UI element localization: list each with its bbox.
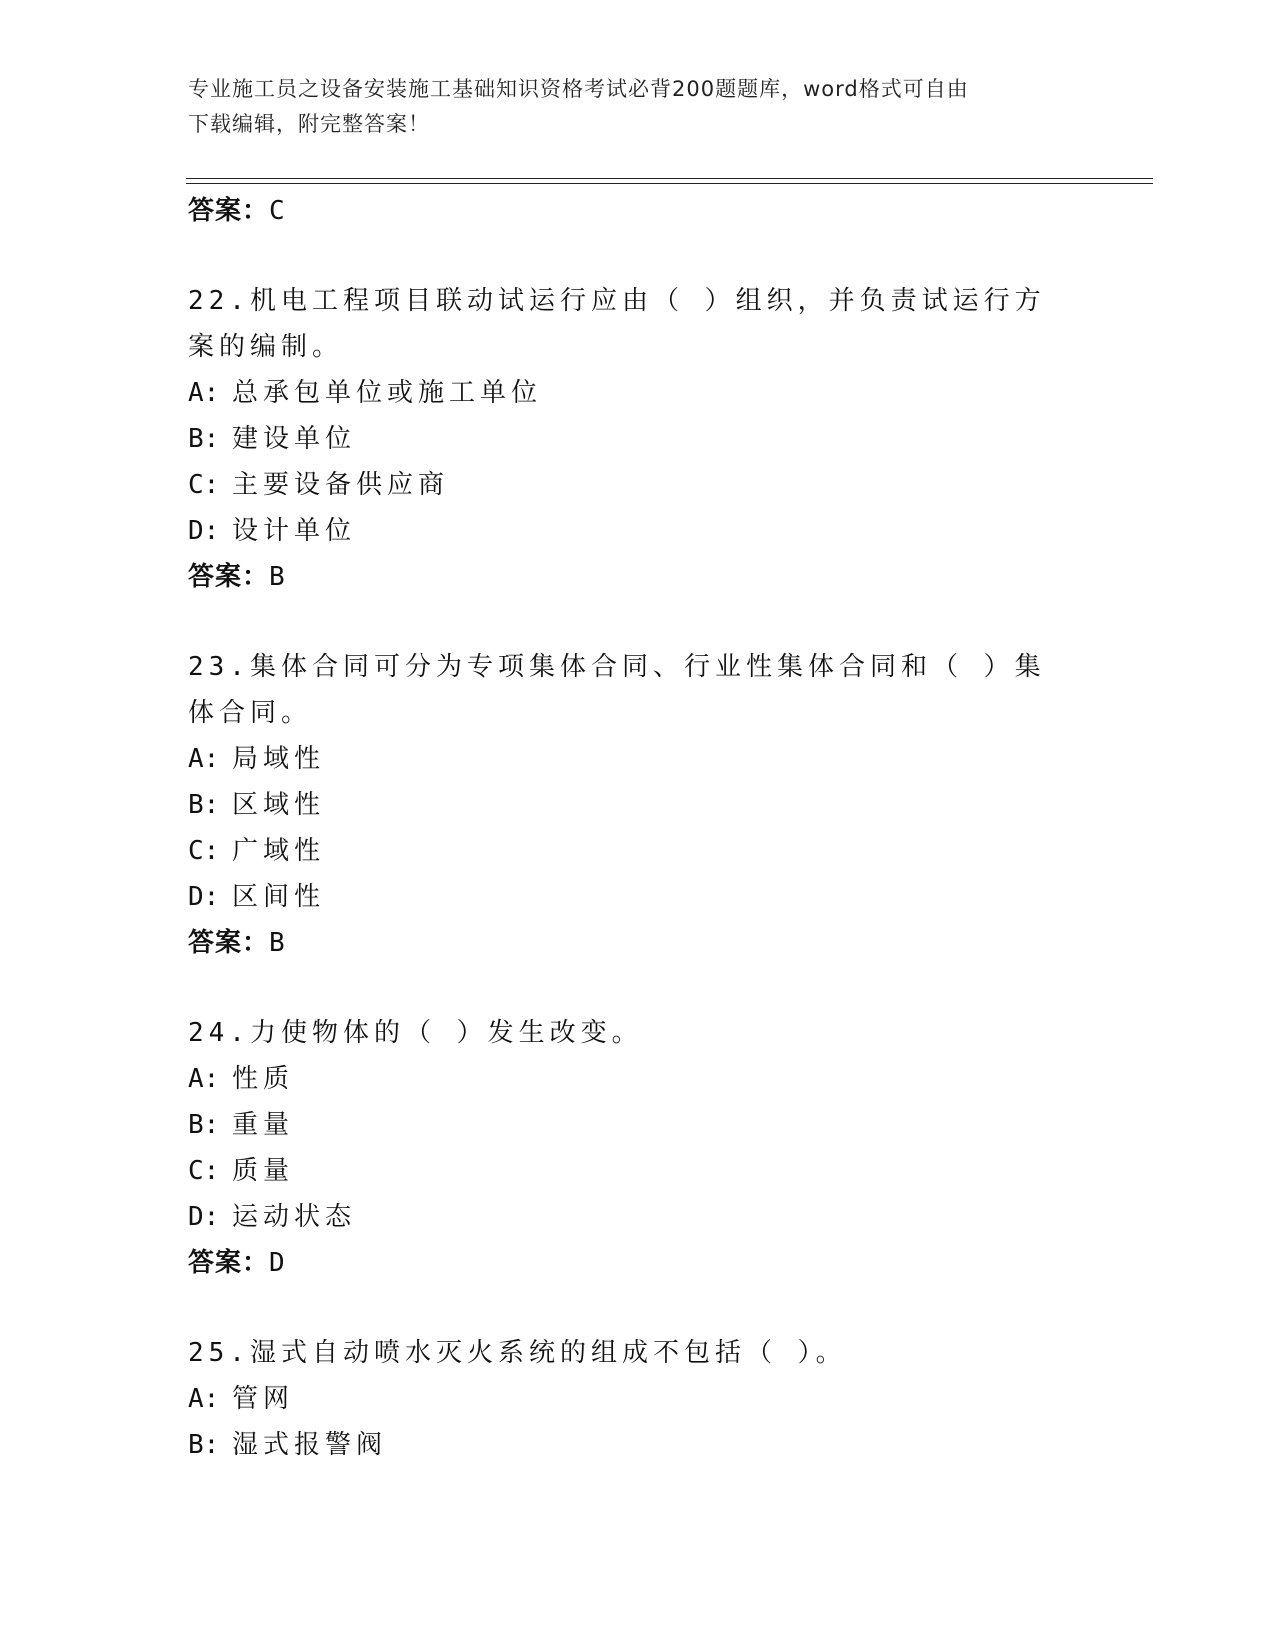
question-text: 24.力使物体的（ ）发生改变。 — [188, 1018, 643, 1048]
option-a — [188, 1056, 1068, 1102]
option-text: 管网 — [232, 1384, 295, 1414]
option-text: 建设单位 — [232, 424, 357, 454]
option-b — [188, 416, 1068, 462]
option-letter: D: — [188, 882, 220, 912]
answer-value: C — [269, 196, 286, 226]
option-c — [188, 1148, 1068, 1194]
option-text: 广域性 — [232, 836, 326, 866]
answer-value: D — [269, 1248, 286, 1278]
option-letter: B: — [188, 790, 220, 820]
option-letter: C: — [188, 470, 220, 500]
option-text: 区域性 — [232, 790, 326, 820]
option-letter: A: — [188, 378, 220, 408]
question-list — [188, 188, 1068, 1468]
question-text: 22.机电工程项目联动试运行应由（ ）组织，并负责试运行方案的编制。 — [188, 286, 1046, 362]
option-a — [188, 1376, 1068, 1422]
option-letter: B: — [188, 424, 220, 454]
option-text: 重量 — [232, 1110, 295, 1140]
answer — [188, 1240, 1068, 1286]
answer — [188, 920, 1068, 966]
header-line-2: 下载编辑，附完整答案！ — [188, 112, 430, 136]
option-letter: C: — [188, 836, 220, 866]
option-text: 运动状态 — [232, 1202, 357, 1232]
option-d — [188, 874, 1068, 920]
question-25 — [188, 1330, 1068, 1468]
question-22 — [188, 278, 1068, 600]
option-letter: C: — [188, 1156, 220, 1186]
question-text: 25.湿式自动喷水灭火系统的组成不包括（ ）。 — [188, 1338, 847, 1368]
header-divider-bottom — [186, 183, 1153, 184]
option-letter: D: — [188, 516, 220, 546]
question-text: 23.集体合同可分为专项集体合同、行业性集体合同和（ ）集体合同。 — [188, 652, 1046, 728]
answer-label: 答案： — [188, 1248, 270, 1278]
answer-label: 答案： — [188, 928, 270, 958]
option-letter: A: — [188, 1384, 220, 1414]
option-text: 质量 — [232, 1156, 295, 1186]
page-header — [188, 72, 1068, 142]
option-a — [188, 370, 1068, 416]
previous-answer — [188, 188, 1068, 234]
option-text: 性质 — [232, 1064, 295, 1094]
header-divider-top — [186, 178, 1153, 179]
option-b — [188, 782, 1068, 828]
option-text: 总承包单位或施工单位 — [232, 378, 543, 408]
option-text: 湿式报警阀 — [232, 1430, 388, 1460]
option-letter: B: — [188, 1110, 220, 1140]
option-text: 设计单位 — [232, 516, 357, 546]
answer-label: 答案： — [188, 196, 270, 226]
answer-label: 答案： — [188, 562, 270, 592]
option-c — [188, 462, 1068, 508]
option-text: 局域性 — [232, 744, 326, 774]
option-letter: B: — [188, 1430, 220, 1460]
option-text: 主要设备供应商 — [232, 470, 450, 500]
option-text: 区间性 — [232, 882, 326, 912]
option-b — [188, 1102, 1068, 1148]
option-letter: D: — [188, 1202, 220, 1232]
question-24 — [188, 1010, 1068, 1286]
option-b — [188, 1422, 1068, 1468]
option-d — [188, 508, 1068, 554]
answer — [188, 554, 1068, 600]
answer-value: B — [269, 928, 286, 958]
answer-value: B — [269, 562, 286, 592]
header-line-1: 专业施工员之设备安装施工基础知识资格考试必背200题题库，word格式可自由 — [188, 77, 969, 101]
option-a — [188, 736, 1068, 782]
option-letter: A: — [188, 744, 220, 774]
option-d — [188, 1194, 1068, 1240]
option-c — [188, 828, 1068, 874]
option-letter: A: — [188, 1064, 220, 1094]
question-23 — [188, 644, 1068, 966]
